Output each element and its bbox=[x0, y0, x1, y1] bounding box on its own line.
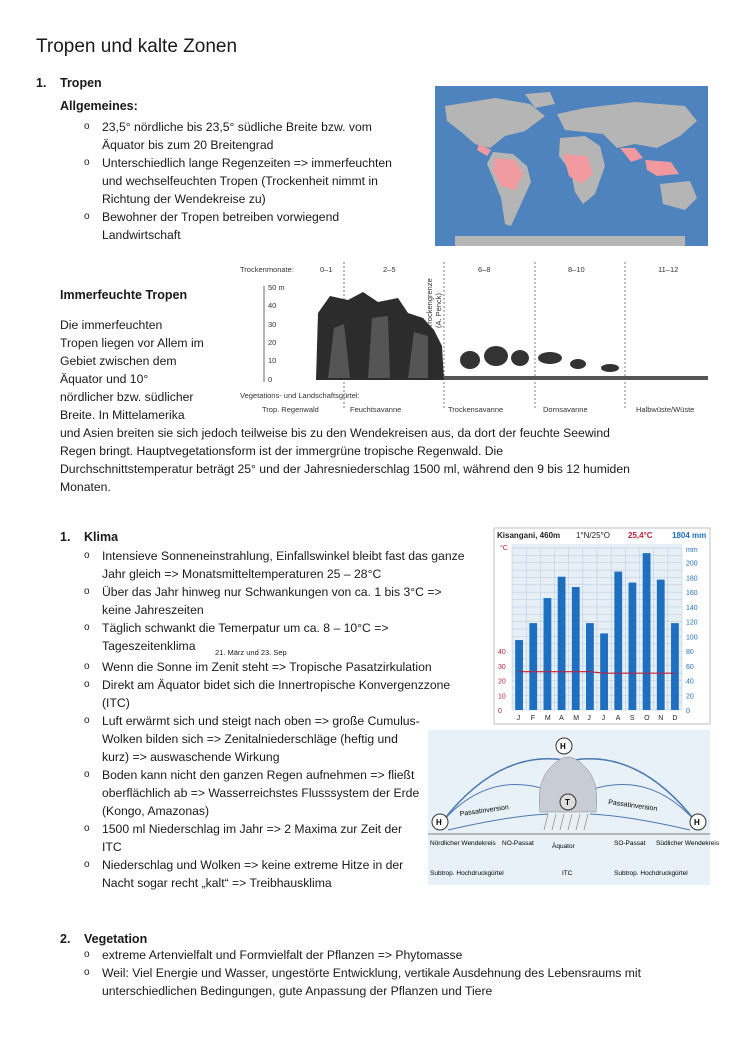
right-tick-label: 180 bbox=[686, 575, 698, 583]
high-pressure-label: H bbox=[436, 818, 442, 827]
left-tick-label: 30 bbox=[498, 663, 506, 671]
precip-bar bbox=[629, 583, 637, 710]
page-title: Tropen und kalte Zonen bbox=[36, 36, 238, 57]
right-tick-label: mm bbox=[686, 547, 698, 554]
belt-label: Subtrop. Hochdruckgürtel bbox=[614, 870, 688, 877]
zone-label: Halbwüste/Wüste bbox=[636, 405, 695, 414]
precip-bar bbox=[544, 598, 552, 710]
left-tick-label: 10 bbox=[498, 693, 506, 701]
immerfeucht-paragraph-narrow: Die immerfeuchten Tropen liegen vor Allem im Gebiet zwischen dem Äquator und 10° nördlicher bzw. südlicher Breite. In Mittelamerika bbox=[60, 318, 204, 422]
range-label: 2–5 bbox=[383, 265, 396, 274]
mean-temp: 25,4°C bbox=[628, 531, 653, 540]
month-label: J bbox=[601, 715, 606, 722]
inversion-label: Passatinversion bbox=[607, 799, 658, 813]
list-item: o Bewohner der Tropen betreiben vorwiegend Landwirtschaft bbox=[84, 208, 414, 244]
precip-bar bbox=[643, 553, 651, 710]
belt-label: Subtrop. Hochdruckgürtel bbox=[430, 870, 504, 877]
zone-label: Trockensavanne bbox=[448, 405, 504, 414]
precip-bar bbox=[614, 572, 622, 710]
month-label: J bbox=[516, 715, 521, 722]
annual-precip: 1804 mm bbox=[672, 531, 707, 540]
right-tick-label: 100 bbox=[686, 634, 698, 642]
allgemeines-heading: Allgemeines: bbox=[60, 99, 138, 113]
section-heading-klima: 1. Klima bbox=[60, 530, 119, 544]
precip-bar bbox=[515, 640, 523, 710]
right-tick-label: 120 bbox=[686, 619, 698, 627]
range-label: 8–10 bbox=[568, 265, 585, 274]
month-label: D bbox=[672, 715, 678, 722]
vegetation-list bbox=[84, 946, 709, 1000]
unit-left: °C bbox=[500, 545, 508, 552]
scale-label: 10 bbox=[268, 356, 277, 365]
right-tick-label: 160 bbox=[686, 590, 698, 598]
guertel-label: Vegetations- und Landschaftsgürtel: bbox=[240, 391, 360, 400]
right-tick-label: 200 bbox=[686, 560, 698, 568]
inversion-label: Passatinversion bbox=[459, 804, 510, 818]
itc-circulation-figure bbox=[428, 730, 720, 885]
month-label: N bbox=[658, 715, 664, 722]
station-name: Kisangani, 460m bbox=[497, 531, 561, 540]
list-item: o Boden kann nicht den ganzen Regen aufnehmen => fließt oberflächlich ab => Wasserreichstes Flusssystem der Erde (Kongo, Amazonas) bbox=[84, 766, 422, 820]
immerfeucht-paragraph-wide: und Asien breiten sie sich jedoch teilweise bis zu den Wendekreisen aus, da dort der feuchte Seewind Regen bringt. Hauptvegetationsform ist der immergrüne tropische Regenwald. Die Durchschnittstemperatur beträgt 25° und der Jahresniederschlag 1500 ml, während den 9 bis 12 humiden Monaten. bbox=[60, 426, 630, 494]
month-label: M bbox=[573, 715, 580, 722]
left-tick-label: 0 bbox=[498, 708, 502, 715]
month-label: A bbox=[559, 715, 564, 722]
zenit-note: 21. März und 23. Sep bbox=[215, 648, 287, 657]
section-heading-tropen: 1. Tropen bbox=[36, 76, 102, 90]
zone-label: Nördlicher Wendekreis bbox=[430, 840, 496, 847]
list-item: o 1500 ml Niederschlag im Jahr => 2 Maxima zur Zeit der ITC bbox=[84, 820, 422, 856]
zone-label: Trop. Regenwald bbox=[262, 405, 319, 414]
vegetation-zones-figure bbox=[238, 258, 708, 418]
precip-bar bbox=[572, 587, 580, 710]
right-tick-label: 60 bbox=[686, 663, 694, 671]
scale-label: 20 bbox=[268, 338, 277, 347]
range-label: 6–8 bbox=[478, 265, 491, 274]
klima-list bbox=[84, 547, 469, 892]
climate-chart bbox=[494, 528, 710, 724]
scale-label: 50 m bbox=[268, 283, 285, 292]
trockengrenze-label: Trockengrenze bbox=[425, 278, 434, 328]
zone-label: Dornsavanne bbox=[543, 405, 588, 414]
month-label: A bbox=[615, 715, 621, 722]
list-item: o Täglich schwankt die Temerpatur um ca. 8 – 10°C => Tageszeitenklima bbox=[84, 619, 469, 655]
right-tick-label: 0 bbox=[686, 708, 690, 715]
station-coords: 1°N/25°O bbox=[576, 531, 610, 540]
list-item: o Unterschiedlich lange Regenzeiten => immerfeuchten und wechselfeuchten Tropen (Trockenheit nimmt in Richtung der Wendekreise zu) bbox=[84, 154, 414, 208]
zone-label: NO-Passat bbox=[502, 840, 534, 847]
zone-label: SO-Passat bbox=[614, 840, 646, 847]
list-item: o extreme Artenvielfalt und Formvielfalt der Pflanzen => Phytomasse bbox=[84, 946, 709, 964]
list-item: o Direkt am Äquator bidet sich die Innertropische Konvergenzzone (ITC) bbox=[84, 676, 469, 712]
trockenmonate-label: Trockenmonate: bbox=[240, 265, 294, 274]
list-item: o Niederschlag und Wolken => keine extreme Hitze in der Nacht sogar recht „kalt“ => Treibhausklima bbox=[84, 856, 422, 892]
right-tick-label: 140 bbox=[686, 604, 698, 612]
right-tick-label: 20 bbox=[686, 693, 694, 701]
low-pressure-label: T bbox=[565, 798, 570, 807]
list-item: o Luft erwärmt sich und steigt nach oben => große Cumulus-Wolken bilden sich => Zenitalniederschläge (heftig und kurz) => auswaschende Wirkung bbox=[84, 712, 422, 766]
high-pressure-label: H bbox=[694, 818, 700, 827]
right-tick-label: 80 bbox=[686, 649, 694, 657]
month-label: J bbox=[587, 715, 591, 722]
zone-label: Südlicher Wendekreis bbox=[656, 840, 720, 847]
month-label: S bbox=[629, 715, 635, 722]
left-tick-label: 20 bbox=[498, 678, 506, 686]
trockengrenze-sub: (A. Penck) bbox=[434, 292, 443, 328]
left-tick-label: 40 bbox=[498, 649, 506, 657]
right-tick-label: 40 bbox=[686, 678, 694, 686]
precip-bar bbox=[586, 623, 594, 710]
list-item: o Wenn die Sonne im Zenit steht => Tropische Pasatzirkulation bbox=[84, 658, 469, 676]
zone-label: Feuchtsavanne bbox=[350, 405, 402, 414]
range-label: 0–1 bbox=[320, 265, 333, 274]
itc-label: ITC bbox=[562, 870, 573, 877]
list-item: o Intensieve Sonneneinstrahlung, Einfallswinkel bleibt fast das ganze Jahr gleich => Monatsmitteltemperaturen 25 – 28°C bbox=[84, 547, 469, 583]
list-item: o Über das Jahr hinweg nur Schwankungen von ca. 1 bis 3°C => keine Jahreszeiten bbox=[84, 583, 469, 619]
section-heading-vegetation: 2. Vegetation bbox=[60, 932, 148, 946]
list-item: o 23,5° nördliche bis 23,5° südliche Breite bzw. vom Äquator bis zum 20 Breitengrad bbox=[84, 118, 414, 154]
high-pressure-label: H bbox=[560, 742, 566, 751]
scale-label: 0 bbox=[268, 375, 273, 384]
precip-bar bbox=[529, 623, 537, 710]
scale-label: 30 bbox=[268, 320, 277, 329]
list-item: o Weil: Viel Energie und Wasser, ungestörte Entwicklung, vertikale Ausdehnung des Lebensraums mit unterschiedlichen Bedingungen, gute Anpassung der Pflanzen und Tiere bbox=[84, 964, 709, 1000]
zone-label: Äquator bbox=[552, 843, 575, 850]
precip-bar bbox=[600, 633, 608, 710]
tropics-world-map bbox=[435, 86, 708, 246]
precip-bar bbox=[671, 623, 679, 710]
immerfeucht-heading: Immerfeuchte Tropen bbox=[60, 288, 188, 302]
month-label: M bbox=[544, 715, 551, 722]
range-label: 11–12 bbox=[658, 265, 679, 274]
month-label: F bbox=[530, 715, 536, 722]
allgemeines-list bbox=[84, 118, 414, 244]
precip-bar bbox=[657, 580, 665, 710]
precip-bar bbox=[558, 577, 566, 710]
month-label: O bbox=[644, 715, 650, 722]
scale-label: 40 bbox=[268, 301, 277, 310]
